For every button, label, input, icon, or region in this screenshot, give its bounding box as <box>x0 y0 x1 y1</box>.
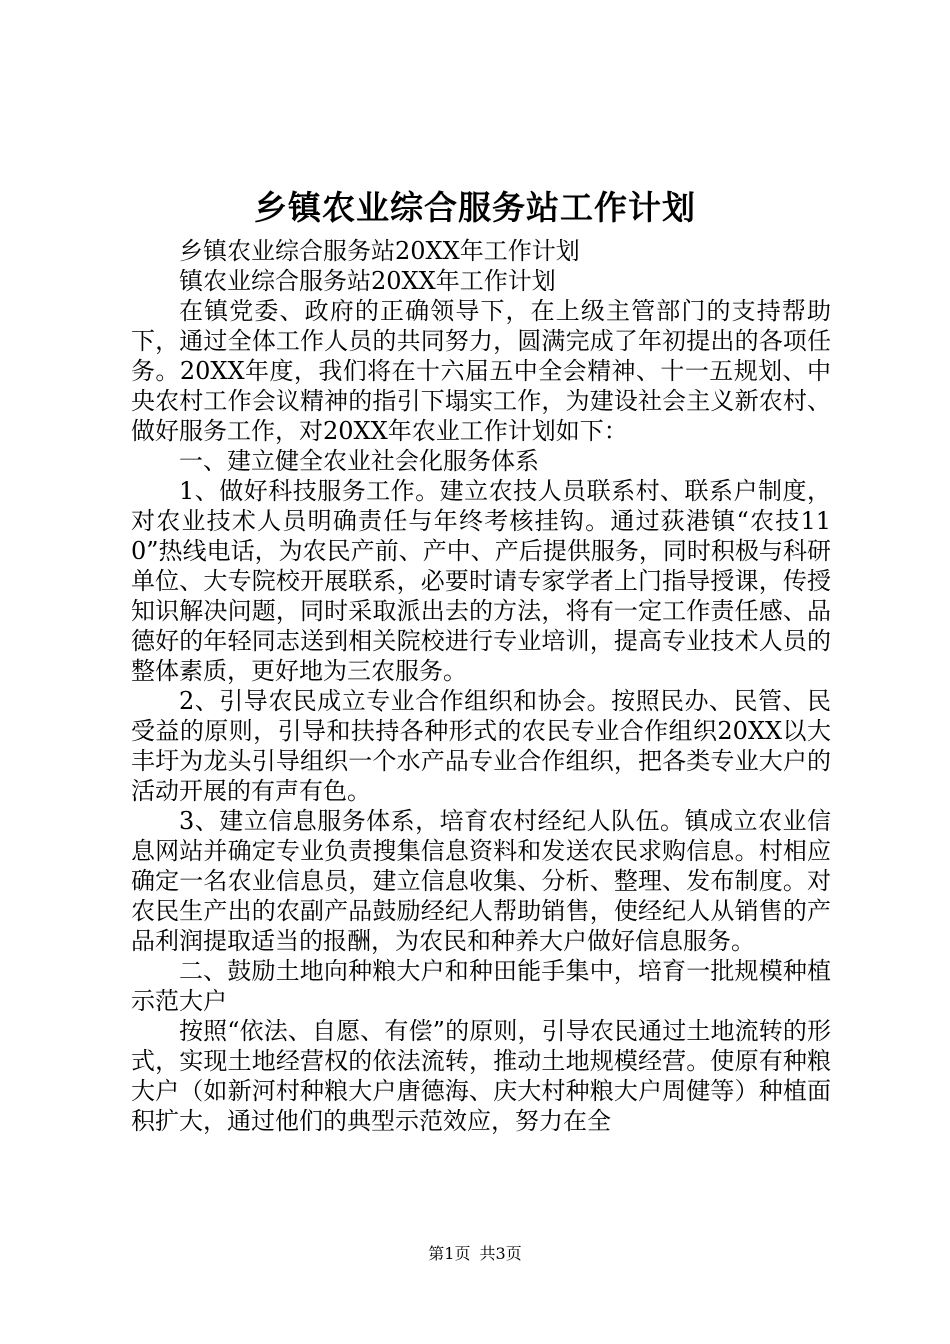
paragraph-subtitle-2: 镇农业综合服务站20XX年工作计划 <box>179 267 556 295</box>
paragraph-item-1: 1、做好科技服务工作。建立农技人员联系村、联系户制度，对农业技术人员明确责任与年终考核挂钩。通过荻港镇“农技110”热线电话，为农民产前、产中、产后提供服务，同时积极与科研单位、大专院校开展联系，必要时请专家学者上门指导授课，传授知识解决问题，同时采取派出去的方法，将有一定工作责任感、品德好的年轻同志送到相关院校进行专业培训，提高专业技术人员的整体素质，更好地为三农服务。 <box>131 477 831 685</box>
page-total: 共3页 <box>479 1244 522 1263</box>
paragraph-subtitle-1: 乡镇农业综合服务站20XX年工作计划 <box>179 237 580 265</box>
paragraph-item-3: 3、建立信息服务体系，培育农村经纪人队伍。镇成立农业信息网站并确定专业负责搜集信息资料和发送农民求购信息。村相应确定一名农业信息员，建立信息收集、分析、整理、发布制度。对农民生产出的农副产品鼓励经纪人帮助销售，使经纪人从销售的产品利润提取适当的报酬，为农民和种养大户做好信息服务。 <box>131 807 831 955</box>
section-heading-2: 二、鼓励土地向种粮大户和种田能手集中，培育一批规模种植示范大户 <box>131 957 831 1015</box>
document-body <box>131 236 831 1136</box>
page-number: 第1页 <box>428 1244 471 1263</box>
page-footer <box>0 1244 950 1264</box>
section-heading-1: 一、建立健全农业社会化服务体系 <box>179 447 539 475</box>
paragraph-section-2: 按照“依法、自愿、有偿”的原则，引导农民通过土地流转的形式，实现土地经营权的依法流转，推动土地规模经营。使原有种粮大户（如新河村种粮大户唐德海、庆大村种粮大户周健等）种植面积扩大，通过他们的典型示范效应，努力在全 <box>131 1017 831 1135</box>
document-title: 乡镇农业综合服务站工作计划 <box>254 188 696 227</box>
paragraph-item-2: 2、引导农民成立专业合作组织和协会。按照民办、民管、民受益的原则，引导和扶持各种形式的农民专业合作组织20XX以大丰圩为龙头引导组织一个水产品专业合作组织，把各类专业大户的活动开展的有声有色。 <box>131 687 831 805</box>
paragraph-intro: 在镇党委、政府的正确领导下，在上级主管部门的支持帮助下，通过全体工作人员的共同努力，圆满完成了年初提出的各项任务。20XX年度，我们将在十六届五中全会精神、十一五规划、中央农村工作会议精神的指引下塌实工作，为建设社会主义新农村、做好服务工作，对20XX年农业工作计划如下： <box>131 297 831 445</box>
